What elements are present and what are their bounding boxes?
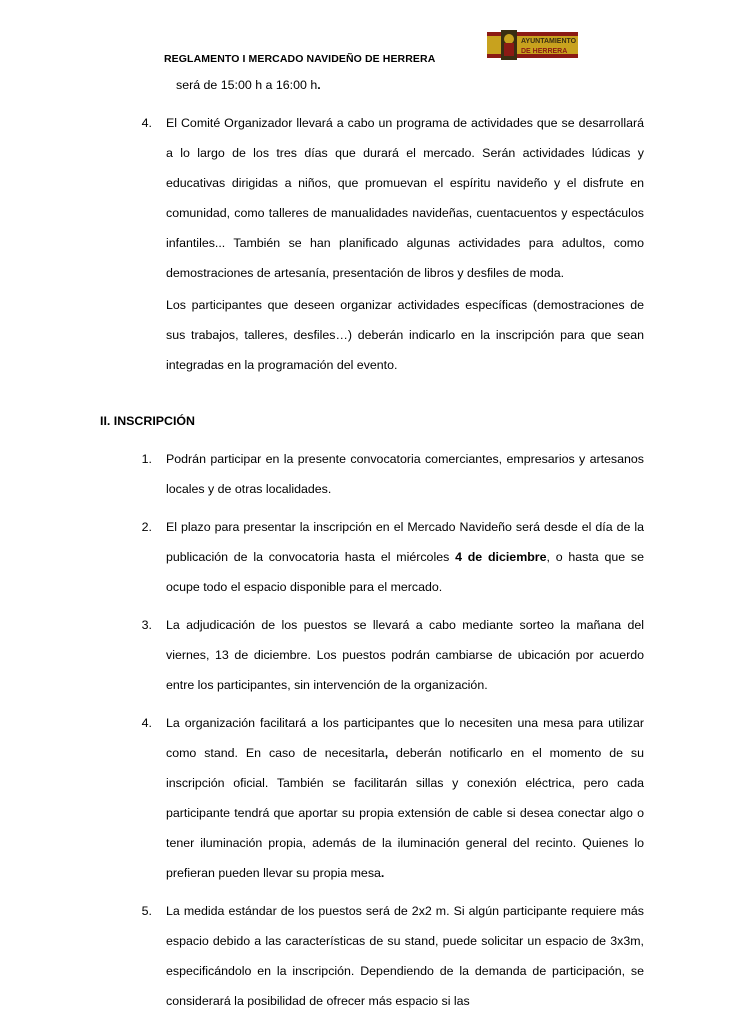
list-item-text: La adjudicación de los puestos se llevará a cabo mediante sorteo la mañana del viernes, 13 de diciembre. Los puestos podrán cambiarse de ubicación por acuerdo entre los participantes, sin intervención de la organización. — [166, 618, 644, 692]
list-item-text: La organización facilitará a los participantes que lo necesiten una mesa para utilizar como stand. En caso de necesitarla, deberán notificarlo en el momento de su inscripción oficial. También se facilitarán sillas y conexión eléctrica, pero cada participante tendrá que aportar su propia extensión de cable si desea conectar algo o tener iluminación propia, además de la iluminación general del recinto. Quienes lo prefieran pueden llevar su propia mesa. — [166, 716, 645, 880]
list-item-number: 4. — [141, 716, 152, 730]
document-header-title: REGLAMENTO I MERCADO NAVIDEÑO DE HERRERA — [164, 53, 436, 65]
continued-paragraph — [176, 70, 644, 100]
list-item — [126, 444, 644, 504]
list-item-text: La medida estándar de los puestos será de 2x2 m. Si algún participante requiere más espacio debido a las características de su stand, puede solicitar un espacio de 3x3m, especificándolo en la inscripción. Dependiendo de la demanda de participación, se considerará la posibilidad de ofrecer más espacio si las — [166, 904, 644, 1008]
list-item-number: 3. — [141, 618, 152, 632]
list-item-number: 4. — [141, 116, 152, 130]
list-item — [126, 512, 644, 602]
list-item-number: 1. — [141, 452, 152, 466]
list-item — [126, 108, 644, 288]
continued-text-period: . — [317, 78, 321, 92]
ayuntamiento-de-herrera-logo — [487, 30, 578, 60]
svg-text:DE HERRERA: DE HERRERA — [521, 48, 568, 55]
continued-text: será de 15:00 h a 16:00 h — [176, 78, 318, 92]
list-item — [126, 708, 644, 888]
document-content — [0, 70, 744, 1016]
page-header — [0, 0, 744, 70]
list-item — [126, 896, 644, 1016]
list-item-number: 2. — [141, 520, 152, 534]
svg-text:AYUNTAMIENTO: AYUNTAMIENTO — [521, 38, 577, 45]
list-item-number: 5. — [141, 904, 152, 918]
list-item-text: Podrán participar en la presente convocatoria comerciantes, empresarios y artesanos locales y de otras localidades. — [166, 452, 644, 496]
section-heading-inscripcion: II. INSCRIPCIÓN — [100, 414, 196, 428]
list-item-text: El Comité Organizador llevará a cabo un programa de actividades que se desarrollará a lo largo de los tres días que durará el mercado. Serán actividades lúdicas y educativas dirigidas a niños, que promuevan el espíritu navideño y el disfrute en comunidad, como talleres de manualidades navideñas, cuentacuentos y espectáculos infantiles... También se han planificado algunas actividades para adultos, como demostraciones de artesanía, presentación de libros y desfiles de moda. — [166, 116, 644, 280]
list-item — [126, 610, 644, 700]
list-item-text: El plazo para presentar la inscripción en el Mercado Navideño será desde el día de la publicación de la convocatoria hasta el miércoles 4 de diciembre, o hasta que se ocupe todo el espacio disponible para el mercado. — [166, 520, 644, 594]
section-one-subparagraph: Los participantes que deseen organizar actividades específicas (demostraciones de sus trabajos, talleres, desfiles…) deberán indicarlo en la inscripción para que sean integradas en la programación del evento. — [166, 298, 644, 372]
